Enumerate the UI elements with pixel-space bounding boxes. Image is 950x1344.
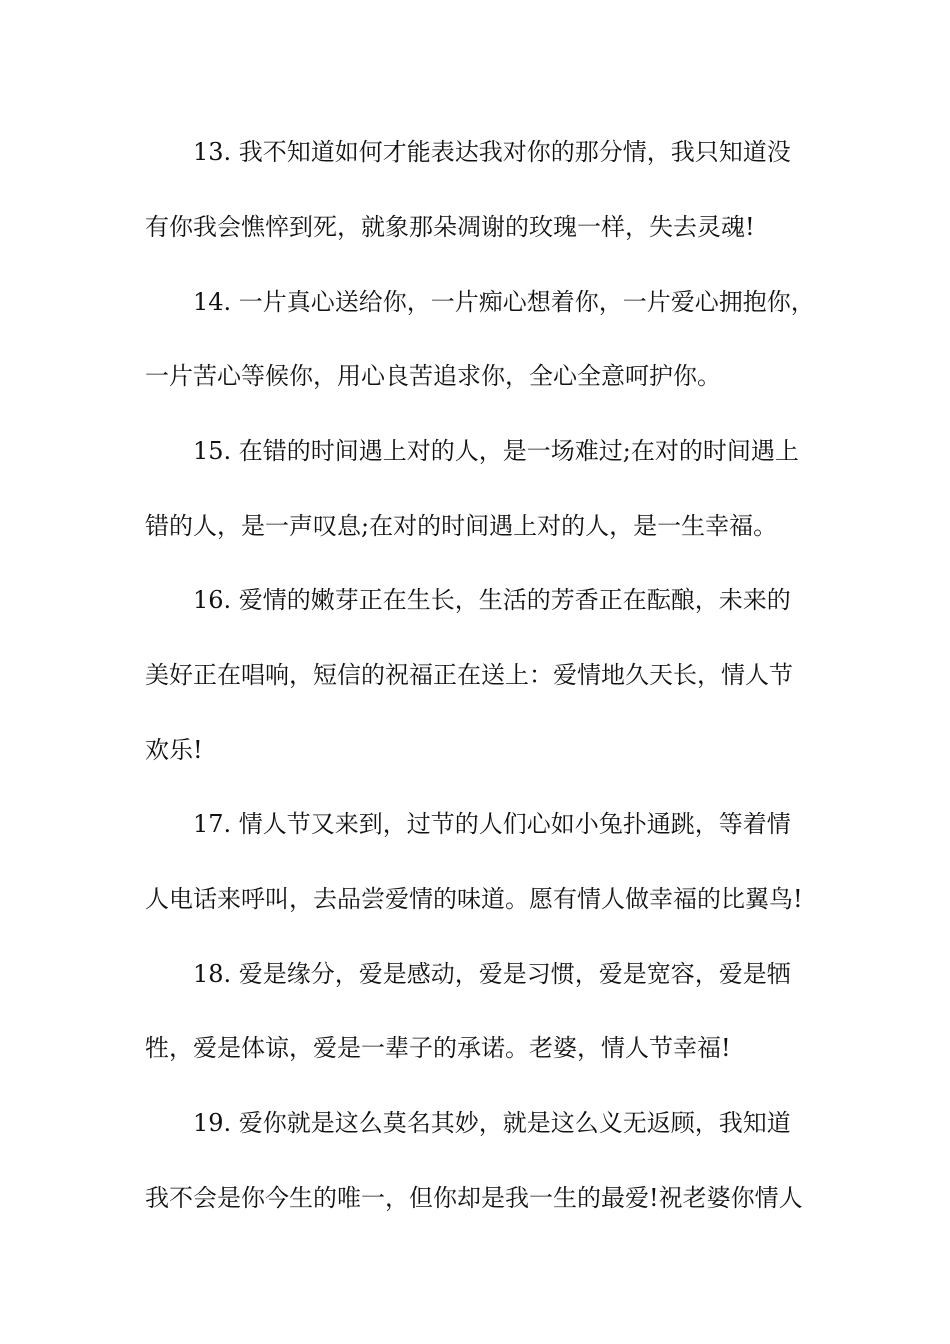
paragraph-18-line-1: 18. 爱是缘分，爱是感动，爱是习惯，爱是宽容，爱是牺 [193, 960, 791, 988]
paragraph-16-line-3: 欢乐! [145, 736, 203, 764]
paragraph-18-line-2: 牲，爱是体谅，爱是一辈子的承诺。老婆，情人节幸福! [145, 1034, 731, 1062]
paragraph-19-line-2: 我不会是你今生的唯一，但你却是我一生的最爱!祝老婆你情人 [145, 1184, 803, 1212]
paragraph-14-line-2: 一片苦心等候你，用心良苦追求你，全心全意呵护你。 [145, 362, 721, 390]
paragraph-15-line-2: 错的人，是一声叹息;在对的时间遇上对的人，是一生幸福。 [145, 512, 778, 540]
paragraph-17-line-1: 17. 情人节又来到，过节的人们心如小兔扑通跳，等着情 [193, 810, 791, 838]
paragraph-13-line-2: 有你我会憔悴到死，就象那朵凋谢的玫瑰一样，失去灵魂! [145, 213, 755, 241]
paragraph-13-line-1: 13. 我不知道如何才能表达我对你的那分情，我只知道没 [193, 138, 791, 166]
paragraph-17-line-2: 人电话来呼叫，去品尝爱情的味道。愿有情人做幸福的比翼鸟! [145, 885, 803, 913]
paragraph-16-line-2: 美好正在唱响，短信的祝福正在送上：爱情地久天长，情人节 [145, 661, 793, 689]
paragraph-19-line-1: 19. 爱你就是这么莫名其妙，就是这么义无返顾，我知道 [193, 1109, 791, 1137]
paragraph-16-line-1: 16. 爱情的嫩芽正在生长，生活的芳香正在酝酿，未来的 [193, 586, 791, 614]
paragraph-15-line-1: 15. 在错的时间遇上对的人，是一场难过;在对的时间遇上 [193, 437, 799, 465]
paragraph-14-line-1: 14. 一片真心送给你，一片痴心想着你，一片爱心拥抱你， [193, 288, 815, 316]
